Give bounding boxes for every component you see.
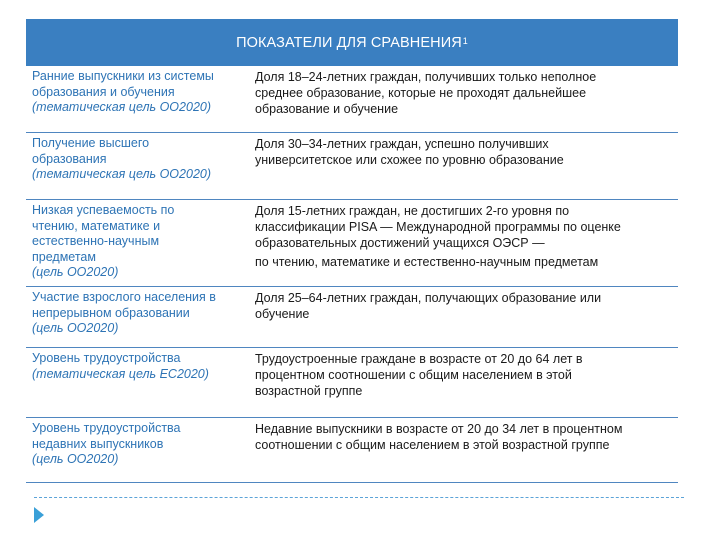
- indicator-description-line: образовательных достижений учащихся ОЭСР —: [255, 236, 545, 250]
- indicator-goal: (тематическая цель ОО2020): [32, 100, 212, 114]
- indicator-name-line: Ранние выпускники из системы: [32, 69, 214, 83]
- indicator-name-cell: [26, 287, 252, 347]
- indicator-description-line: обучение: [255, 307, 310, 321]
- indicator-description-cell: [252, 200, 678, 286]
- indicator-description-line: процентном соотношении с общим населением в этой: [255, 368, 572, 382]
- indicator-name-cell: [26, 348, 252, 417]
- indicator-description-line: Доля 30–34-летних граждан, успешно получивших: [255, 137, 549, 151]
- indicator-name-line: Получение высшего: [32, 136, 150, 150]
- header-title: ПОКАЗАТЕЛИ ДЛЯ СРАВНЕНИЯ: [236, 34, 462, 51]
- indicator-description-line: среднее образование, которые не проходят дальнейшее: [255, 86, 587, 100]
- table-header: [26, 19, 678, 66]
- indicator-name-cell: [26, 418, 252, 482]
- header-footnote: 1: [462, 35, 468, 46]
- indicator-description-line: образование и обучение: [255, 102, 399, 116]
- indicator-name-cell: [26, 133, 252, 199]
- indicator-name-line: естественно-научным: [32, 234, 160, 248]
- indicator-name-line: Участие взрослого населения в: [32, 290, 216, 304]
- footer-divider: [34, 497, 684, 498]
- indicator-description-line: соотношении с общим населением в этой возрастной группе: [255, 438, 610, 452]
- indicator-description-line: по чтению, математике и естественно-научным предметам: [255, 255, 599, 269]
- indicator-description-line: Доля 25–64-летних граждан, получающих образование или: [255, 291, 602, 305]
- indicator-goal: (цель ОО2020): [32, 265, 119, 279]
- indicator-name-line: Уровень трудоустройства: [32, 421, 181, 435]
- indicator-name-cell: [26, 66, 252, 132]
- indicator-description-cell: [252, 66, 678, 132]
- indicator-description-line: возрастной группе: [255, 384, 363, 398]
- triangle-right-icon: [34, 507, 44, 523]
- indicator-description-cell: [252, 133, 678, 199]
- table-row: [26, 348, 678, 418]
- indicators-table: [26, 19, 678, 483]
- indicator-description-line: Доля 18–24-летних граждан, получивших только неполное: [255, 70, 597, 84]
- indicator-name-line: образования: [32, 151, 107, 166]
- indicator-name-line: недавних выпускников: [32, 436, 164, 451]
- indicator-name-line: Уровень трудоустройства: [32, 351, 181, 365]
- indicator-description-line: университетское или схожее по уровню образование: [255, 153, 564, 167]
- indicator-description-line: Доля 15-летних граждан, не достигших 2-го уровня по: [255, 204, 570, 218]
- table-row: [26, 287, 678, 348]
- indicator-goal: (тематическая цель ЕС2020): [32, 366, 209, 381]
- indicator-description-cell: [252, 348, 678, 417]
- indicator-name-line: чтению, математике и: [32, 218, 161, 233]
- indicator-description-cell: [252, 418, 678, 482]
- indicator-description-line: Недавние выпускники в возрасте от 20 до 34 лет в процентном: [255, 422, 623, 436]
- table-row: [26, 418, 678, 483]
- indicator-name-line: непрерывном образовании: [32, 305, 190, 320]
- indicator-description-line: Трудоустроенные граждане в возрасте от 20 до 64 лет в: [255, 352, 583, 366]
- indicator-goal: (цель ОО2020): [32, 321, 119, 335]
- indicator-name-cell: [26, 200, 252, 286]
- table-row: [26, 133, 678, 200]
- indicator-description-line: классификации PISA — Международной программы по оценке: [255, 220, 621, 234]
- indicator-goal: (цель ОО2020): [32, 452, 119, 466]
- indicator-name-line: Низкая успеваемость по: [32, 203, 175, 217]
- indicator-goal: (тематическая цель ОО2020): [32, 167, 212, 181]
- table-row: [26, 200, 678, 287]
- indicator-name-line: образования и обучения: [32, 84, 175, 99]
- table-row: [26, 66, 678, 133]
- indicator-name-line: предметам: [32, 249, 96, 264]
- indicator-description-cell: [252, 287, 678, 347]
